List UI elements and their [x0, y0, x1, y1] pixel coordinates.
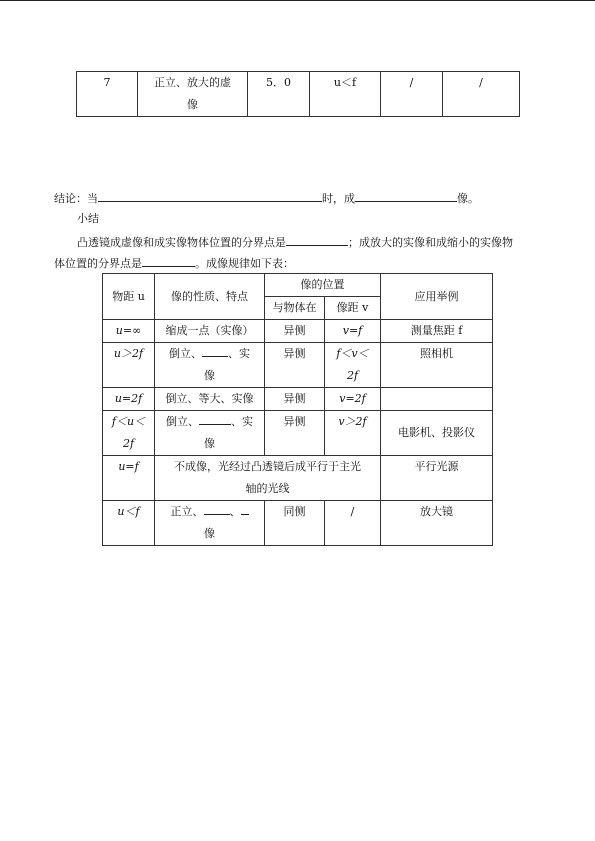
cell-nature-line1: 不成像，光经过凸透镜后成平行于主光: [174, 460, 361, 473]
cell-nature-line2: 像: [204, 527, 215, 540]
conclusion-mid: 时，成: [322, 192, 355, 205]
table-row: [103, 343, 493, 388]
cell-app: 放大镜: [381, 501, 493, 546]
cell-nature-line2: 像: [204, 437, 215, 450]
cell-nature: [155, 343, 265, 388]
cell-v-line2: 2f: [346, 369, 359, 382]
nature-text-b: 、实: [228, 347, 250, 360]
cell-u: u=f: [103, 456, 155, 501]
cell-nature: [155, 501, 265, 546]
nature-blank-1[interactable]: [204, 502, 230, 515]
cell-u: u＞2f: [103, 343, 155, 388]
cell-nature: [155, 456, 381, 501]
conclusion-blank-1[interactable]: [98, 189, 322, 202]
conclusion-suffix: 像。: [457, 192, 479, 205]
cell-u: u=2f: [103, 388, 155, 411]
cell-u: u＜f: [103, 501, 155, 546]
table-row: [103, 388, 493, 411]
nature-blank[interactable]: [199, 412, 231, 425]
cell-u-line1: f＜u＜: [111, 415, 146, 428]
cell-app: 电影机、投影仪: [381, 411, 493, 456]
cell-nature-line2: 轴的光线: [245, 482, 290, 495]
summary-title: 小结: [77, 212, 99, 225]
summary-paragraph-line1: [77, 233, 513, 251]
header-object-distance: [103, 274, 155, 320]
nature-blank-2[interactable]: [241, 502, 249, 515]
cell-v: v＞2f: [325, 411, 381, 456]
cell-v: /: [325, 501, 381, 546]
nature-blank[interactable]: [202, 344, 228, 357]
table-row: [103, 501, 493, 546]
col6-cell: /: [443, 72, 520, 117]
boundary-blank-1[interactable]: [286, 233, 348, 246]
para-text-1b: ；成放大的实像和成缩小的实像物: [348, 236, 513, 249]
cell-nature-line1: [155, 501, 264, 523]
nature-text-b: 、: [229, 505, 241, 518]
cell-side: 同侧: [265, 501, 325, 546]
para-text-2b: 。成像规律如下表：: [195, 257, 294, 270]
image-nature-cell: [138, 72, 248, 117]
image-nature-line2: 像: [187, 98, 198, 111]
header-image-distance: 像距 v: [325, 297, 381, 320]
cell-side: 异侧: [265, 388, 325, 411]
cell-v-line1: f＜v＜: [336, 347, 369, 360]
cell-v: v=2f: [325, 388, 381, 411]
row-number: 7: [77, 72, 138, 117]
header-nature: 像的性质、特点: [155, 274, 265, 320]
header-side: 与物体在: [265, 297, 325, 320]
cell-app: 照相机: [381, 343, 493, 388]
table-row: [103, 320, 493, 343]
para-text-1a: 凸透镜成虚像和成实像物体位置的分界点是: [77, 236, 286, 249]
cell-app: [381, 388, 493, 411]
col5-cell: /: [381, 72, 443, 117]
condition-cell: u＜f: [310, 72, 381, 117]
cell-u: u=∞: [103, 320, 155, 343]
cell-side: 异侧: [265, 411, 325, 456]
cell-v: [325, 343, 381, 388]
cell-app: 测量焦距 f: [381, 320, 493, 343]
page-top-rule: [0, 0, 595, 1]
conclusion-line: [54, 189, 479, 207]
boundary-blank-2[interactable]: [142, 254, 195, 267]
cell-side: 异侧: [265, 320, 325, 343]
cell-u: [103, 411, 155, 456]
experiment-table: [76, 71, 520, 117]
cell-nature: [155, 411, 265, 456]
cell-app: 平行光源: [381, 456, 493, 501]
image-nature-line1: 正立、放大的虚: [154, 76, 231, 89]
header-object-distance-label: 物距 u: [112, 289, 145, 303]
conclusion-prefix: 结论：当: [54, 192, 98, 205]
table-row: [77, 72, 520, 117]
cell-nature-line1: [155, 343, 264, 365]
cell-side: 异侧: [265, 343, 325, 388]
summary-paragraph-line2: [54, 254, 294, 272]
cell-nature-line1: [155, 411, 264, 433]
header-row: [103, 274, 493, 297]
table-row: [103, 411, 493, 456]
conclusion-blank-2[interactable]: [355, 189, 457, 202]
imaging-rule-table: [102, 273, 493, 546]
cell-nature-line2: 像: [204, 369, 215, 382]
nature-text-a: 倒立、: [169, 347, 202, 360]
table-row: [103, 456, 493, 501]
nature-text-b: 、实: [231, 415, 253, 428]
cell-v: v=f: [325, 320, 381, 343]
para-text-2a: 体位置的分界点是: [54, 257, 142, 270]
cell-nature: 倒立、等大、实像: [155, 388, 265, 411]
header-application: 应用举例: [381, 274, 493, 320]
nature-text-a: 倒立、: [166, 415, 199, 428]
cell-nature: 缩成一点（实像）: [155, 320, 265, 343]
nature-text-a: 正立、: [170, 505, 204, 518]
distance-cell: 5．0: [248, 72, 310, 117]
cell-u-line2: 2f: [122, 437, 135, 450]
header-image-position: 像的位置: [265, 274, 381, 297]
